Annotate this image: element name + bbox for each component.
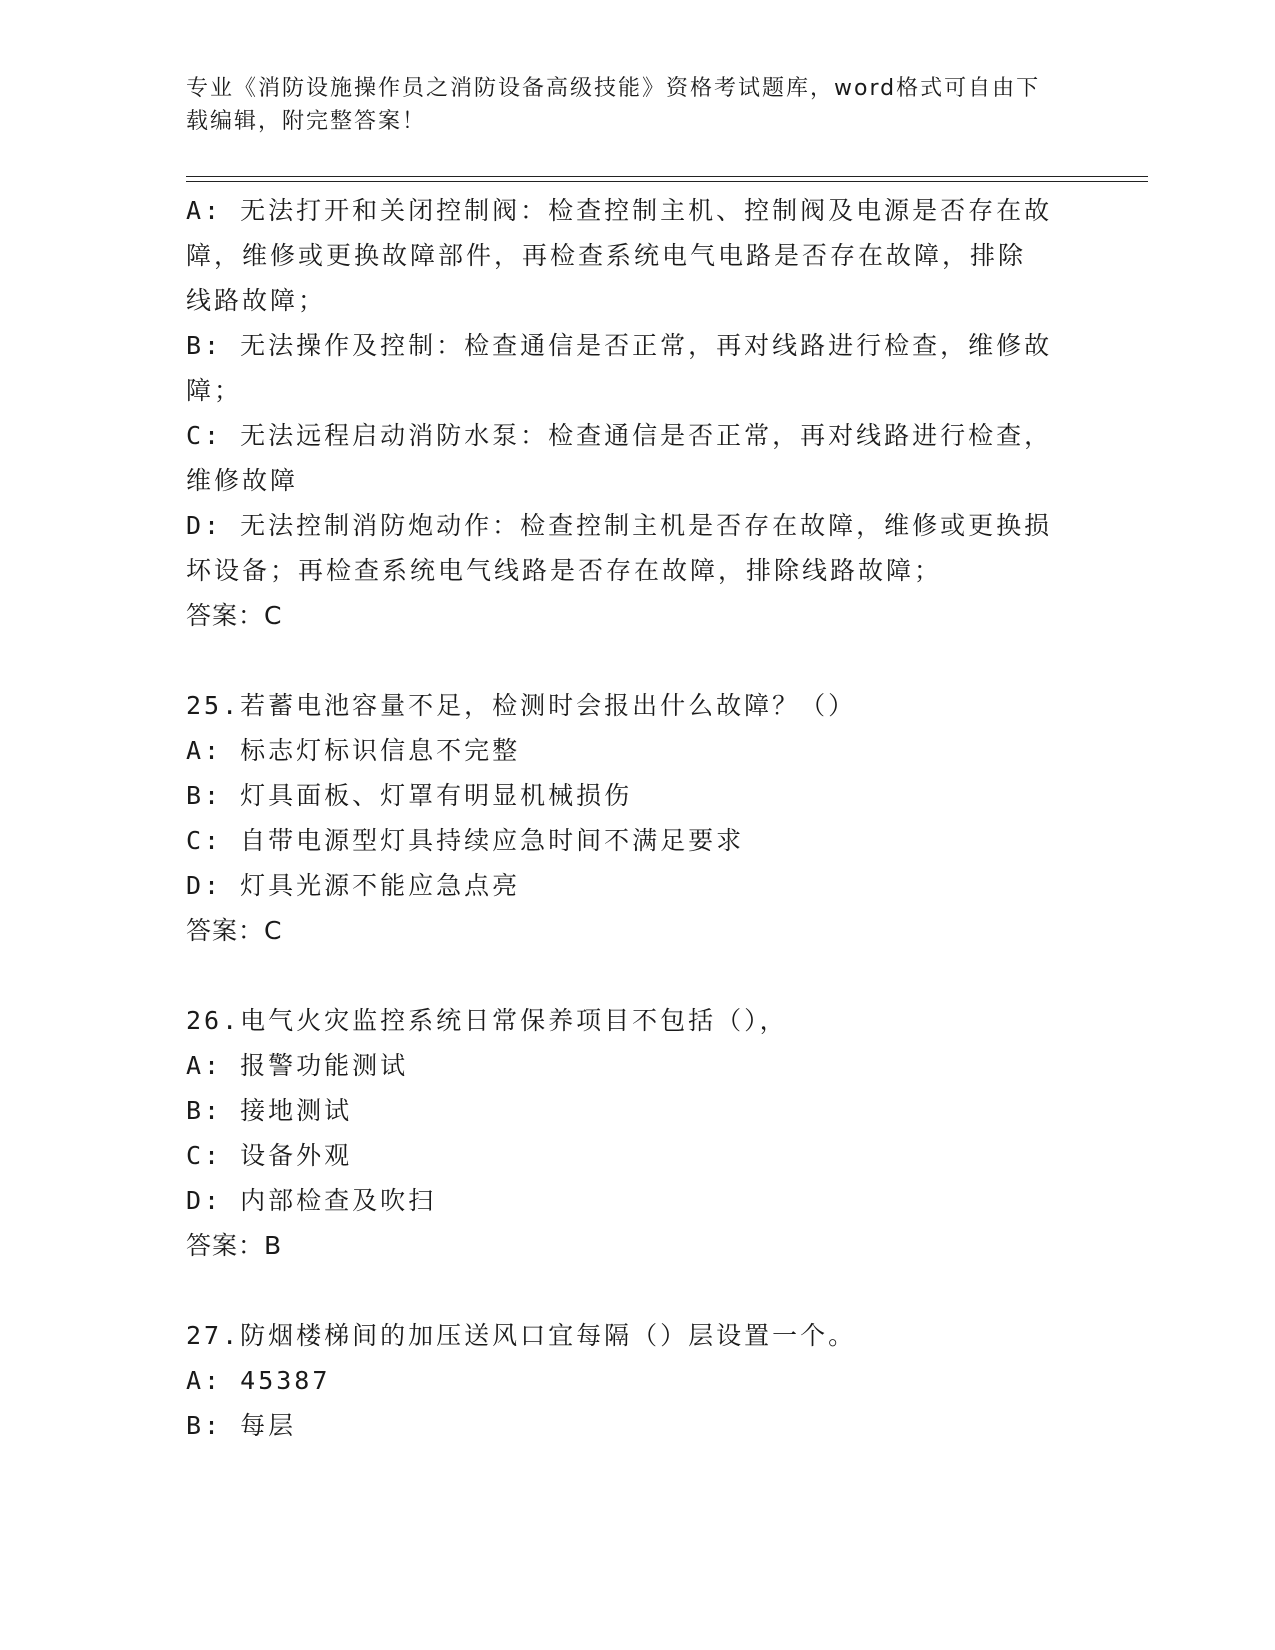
option-a-line: A: 无法打开和关闭控制阀：检查控制主机、控制阀及电源是否存在故 (186, 196, 1053, 225)
option-d: D: 内部检查及吹扫 (186, 1186, 437, 1215)
question-spacer (186, 953, 1066, 998)
option-a-line: 线路故障； (186, 286, 327, 315)
question-stem: 25.若蓄电池容量不足，检测时会报出什么故障？（） (186, 691, 857, 720)
question-stem: 26.电气火灾监控系统日常保养项目不包括（）， (186, 1006, 788, 1035)
header-rule-bottom (186, 181, 1148, 182)
header-rule-top (186, 176, 1148, 177)
option-b: B: 灯具面板、灯罩有明显机械损伤 (186, 781, 633, 810)
option-b-line: B: 无法操作及控制：检查通信是否正常，再对线路进行检查，维修故 (186, 331, 1053, 360)
question-block-26 (186, 998, 1066, 1268)
option-a: A: 报警功能测试 (186, 1051, 409, 1080)
option-a: A: 标志灯标识信息不完整 (186, 736, 521, 765)
question-stem: 27.防烟楼梯间的加压送风口宜每隔（）层设置一个。 (186, 1321, 857, 1350)
option-c-line: 维修故障 (186, 466, 299, 495)
option-b: B: 每层 (186, 1411, 297, 1440)
question-spacer (186, 638, 1066, 683)
answer-text: 答案：B (186, 1231, 283, 1260)
header-line-1: 专业《消防设施操作员之消防设备高级技能》资格考试题库，word格式可自由下 (186, 76, 1041, 101)
question-spacer (186, 1268, 1066, 1313)
question-block-25 (186, 683, 1066, 953)
option-b: B: 接地测试 (186, 1096, 353, 1125)
question-block-27 (186, 1313, 1066, 1448)
option-a: A: 45387 (186, 1366, 331, 1395)
option-a-line: 障，维修或更换故障部件，再检查系统电气电路是否存在故障，排除 (186, 241, 1027, 270)
option-d: D: 灯具光源不能应急点亮 (186, 871, 521, 900)
document-header (186, 72, 1066, 138)
option-d-line: 坏设备；再检查系统电气线路是否存在故障，排除线路故障； (186, 556, 943, 585)
question-block-24 (186, 188, 1066, 638)
option-c: C: 自带电源型灯具持续应急时间不满足要求 (186, 826, 745, 855)
option-c: C: 设备外观 (186, 1141, 353, 1170)
question-content (186, 188, 1066, 1448)
option-d-line: D: 无法控制消防炮动作：检查控制主机是否存在故障，维修或更换损 (186, 511, 1053, 540)
answer-text: 答案：C (186, 916, 283, 945)
header-line-2: 载编辑，附完整答案！ (186, 109, 427, 134)
option-b-line: 障； (186, 376, 243, 405)
option-c-line: C: 无法远程启动消防水泵：检查通信是否正常，再对线路进行检查， (186, 421, 1053, 450)
answer-text: 答案：C (186, 601, 283, 630)
